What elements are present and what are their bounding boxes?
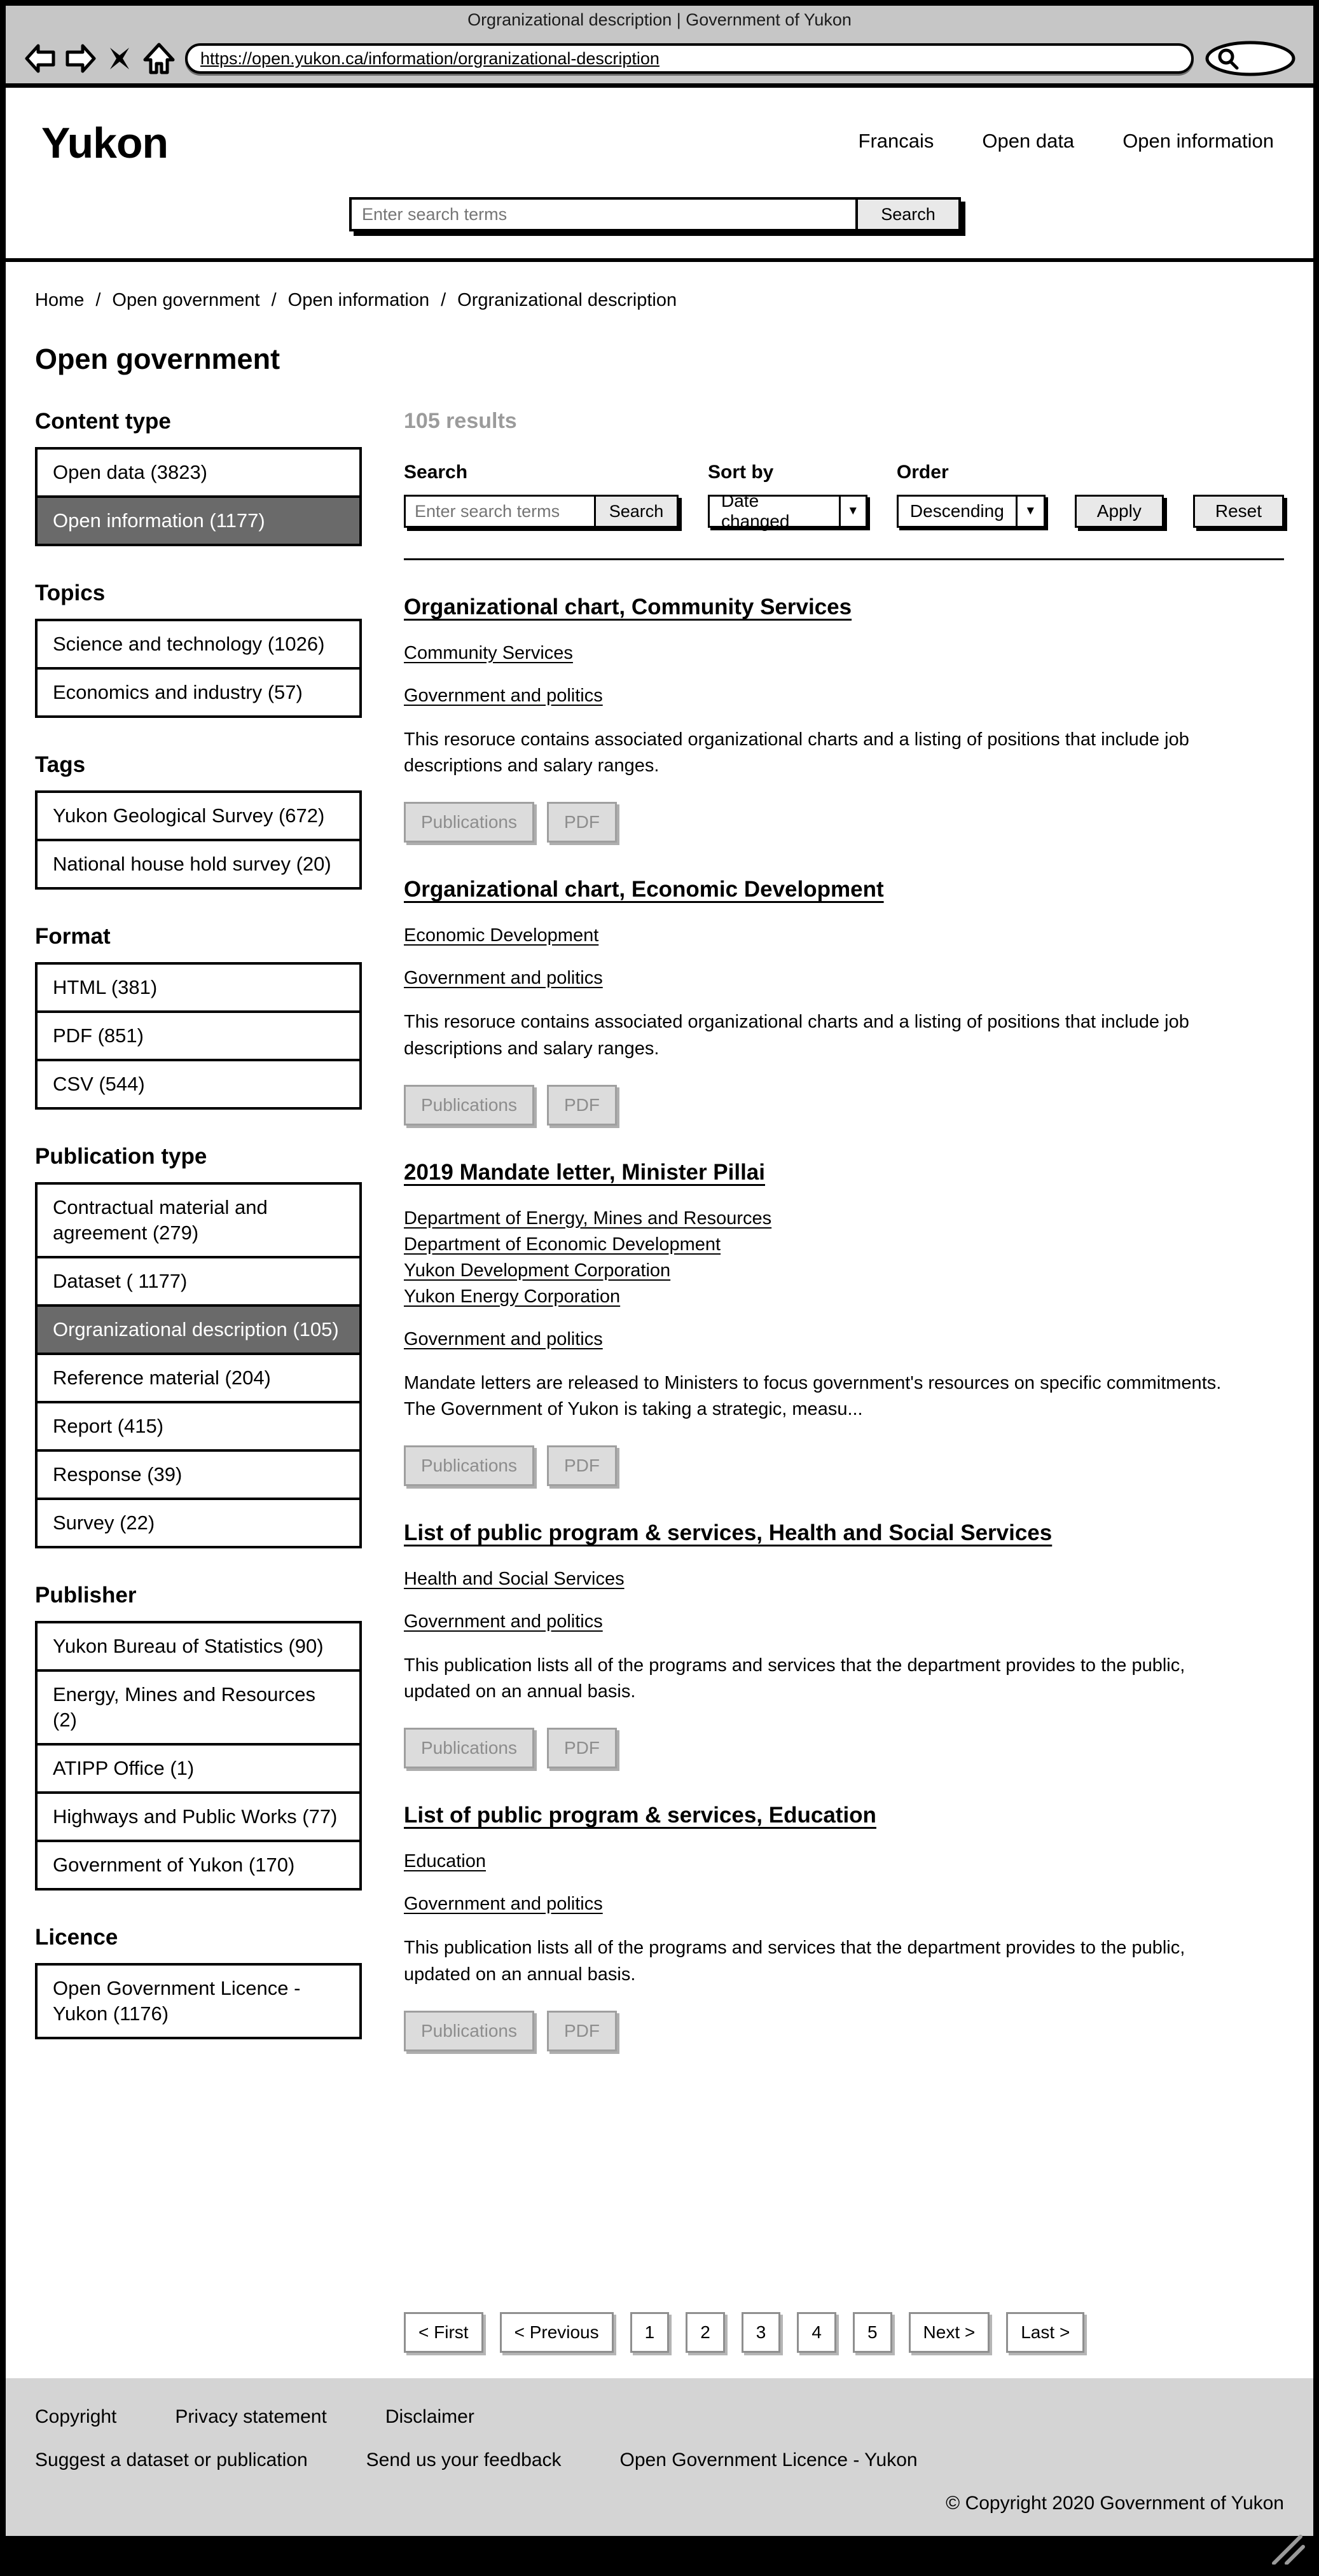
results-count: 105 results: [404, 409, 517, 433]
facet-title: Publication type: [35, 1144, 207, 1169]
result-buttons: [404, 2011, 1284, 2051]
pagination-page-4[interactable]: 4: [797, 2312, 836, 2353]
site-footer: [6, 2378, 1313, 2536]
breadcrumb-open-government[interactable]: Open government: [112, 290, 260, 310]
header-divider: [6, 258, 1313, 262]
results-divider: [404, 558, 1284, 560]
chevron-down-icon[interactable]: ▼: [839, 497, 866, 526]
publications-button[interactable]: Publications: [404, 1445, 534, 1486]
result-links: [404, 1849, 1284, 1875]
pagination-page-1[interactable]: 1: [630, 2312, 670, 2353]
result-department-link[interactable]: Community Services: [404, 643, 573, 663]
facet-organizational-description[interactable]: Orgranizational description (105): [35, 1304, 362, 1355]
facet-open-government-licence[interactable]: Open Government Licence - Yukon (1176): [35, 1963, 362, 2039]
facet-section-publication-type: [35, 1144, 362, 1548]
pagination-last[interactable]: Last >: [1006, 2312, 1084, 2353]
address-bar[interactable]: [185, 43, 1194, 74]
facet-section-topics: [35, 581, 362, 718]
facet-science-technology[interactable]: Science and technology (1026): [35, 619, 362, 670]
results-search: [404, 495, 679, 528]
facet-yukon-bureau-statistics[interactable]: Yukon Bureau of Statistics (90): [35, 1621, 362, 1672]
breadcrumb-open-information[interactable]: Open information: [287, 290, 430, 310]
result-topic: [404, 968, 1284, 989]
result-title[interactable]: Organizational chart, Economic Development: [404, 877, 884, 902]
facet-section-content-type: [35, 409, 362, 546]
footer-link-licence[interactable]: Open Government Licence - Yukon: [619, 2449, 918, 2470]
pagination-first[interactable]: < First: [404, 2312, 483, 2353]
result-topic: [404, 1894, 1284, 1915]
site-search-input[interactable]: [349, 197, 858, 231]
facet-survey[interactable]: Survey (22): [35, 1498, 362, 1548]
facet-report[interactable]: Report (415): [35, 1401, 362, 1452]
site-nav: [859, 130, 1274, 153]
result-department-link[interactable]: Department of Economic Development: [404, 1234, 721, 1255]
result-department-link[interactable]: Yukon Energy Corporation: [404, 1286, 621, 1307]
footer-row-1: [35, 2406, 1284, 2428]
footer-copyright-text: © Copyright 2020 Government of Yukon: [946, 2493, 1284, 2514]
result-links: [404, 640, 1284, 666]
window-bottom-bar: [6, 2536, 1313, 2570]
result-description: This resoruce contains associated organizational charts and a listing of positions that include job descriptions and salary ranges.: [404, 1012, 1189, 1059]
result-topic: [404, 1329, 1284, 1350]
facet-section-licence: [35, 1925, 362, 2039]
home-icon[interactable]: [139, 39, 179, 78]
browser-title: Orgranizational description | Government of Yukon: [467, 10, 852, 29]
footer-link-copyright[interactable]: Copyright: [35, 2406, 117, 2427]
result-department-link[interactable]: Health and Social Services: [404, 1569, 625, 1590]
stop-icon[interactable]: [100, 39, 139, 78]
facet-open-information[interactable]: Open information (1177): [35, 495, 362, 546]
pagination: [404, 2268, 1284, 2378]
order-value: Descending: [909, 501, 1004, 521]
result-title[interactable]: 2019 Mandate letter, Minister Pillai: [404, 1159, 765, 1185]
results-search-button[interactable]: Search: [596, 495, 679, 528]
breadcrumb-separator: /: [441, 290, 446, 310]
page-body: [6, 88, 1313, 2378]
publications-button[interactable]: Publications: [404, 2011, 534, 2051]
result-title[interactable]: List of public program & services, Health and Social Services: [404, 1520, 1053, 1546]
result-department-link[interactable]: Education: [404, 1851, 486, 1872]
pagination-previous[interactable]: < Previous: [500, 2312, 614, 2353]
result-topic-link[interactable]: Government and politics: [404, 1894, 603, 1915]
publications-button[interactable]: Publications: [404, 1085, 534, 1126]
result-description: This publication lists all of the programs and services that the department provides to the public, updated on an annual basis.: [404, 1655, 1185, 1702]
footer-link-feedback[interactable]: Send us your feedback: [366, 2449, 562, 2470]
pdf-button[interactable]: PDF: [547, 802, 617, 843]
breadcrumb-separator: /: [95, 290, 101, 310]
result-buttons: [404, 1728, 1284, 1768]
facet-title: Format: [35, 924, 111, 949]
facet-title: Content type: [35, 409, 171, 434]
result-item: [404, 1803, 1284, 2051]
yukon-logo[interactable]: Yukon: [41, 119, 169, 167]
pagination-next[interactable]: Next >: [909, 2312, 990, 2353]
facet-atipp-office[interactable]: ATIPP Office (1): [35, 1743, 362, 1794]
footer-link-suggest-dataset[interactable]: Suggest a dataset or publication: [35, 2449, 308, 2470]
result-topic: [404, 1611, 1284, 1632]
page-title: Open government: [35, 343, 280, 375]
facet-dataset[interactable]: Dataset ( 1177): [35, 1256, 362, 1307]
results-main: [404, 409, 1284, 2378]
nav-item-open-data[interactable]: Open data: [982, 130, 1075, 152]
facet-csv[interactable]: CSV (544): [35, 1059, 362, 1110]
result-item: [404, 877, 1284, 1125]
result-department-link[interactable]: Department of Energy, Mines and Resources: [404, 1208, 772, 1229]
pdf-button[interactable]: PDF: [547, 2011, 617, 2051]
site-search-button[interactable]: Search: [858, 197, 961, 231]
filter-search-label: Search: [404, 462, 468, 483]
sort-by-select[interactable]: [708, 491, 867, 531]
footer-row-2: [35, 2449, 1284, 2471]
facet-highways-public-works[interactable]: Highways and Public Works (77): [35, 1791, 362, 1842]
result-title[interactable]: List of public program & services, Education: [404, 1803, 876, 1828]
result-topic: [404, 685, 1284, 706]
publications-button[interactable]: Publications: [404, 802, 534, 843]
chevron-down-icon[interactable]: ▼: [1016, 497, 1044, 526]
facet-title: Topics: [35, 581, 106, 605]
filter-search-group: [404, 462, 679, 528]
result-item: [404, 1520, 1284, 1768]
result-links: [404, 1206, 1284, 1310]
browser-toolbar: [6, 34, 1313, 83]
apply-button[interactable]: Apply: [1075, 495, 1164, 528]
filter-order-group: [897, 462, 1046, 528]
facet-yukon-geological-survey[interactable]: Yukon Geological Survey (672): [35, 790, 362, 841]
result-topic-link[interactable]: Government and politics: [404, 968, 603, 989]
facet-pdf[interactable]: PDF (851): [35, 1010, 362, 1061]
facet-section-tags: [35, 752, 362, 890]
result-item: [404, 1160, 1284, 1486]
result-links: [404, 1566, 1284, 1592]
order-select[interactable]: [897, 495, 1046, 528]
result-department-link[interactable]: Economic Development: [404, 925, 599, 946]
chrome-divider: [6, 83, 1313, 88]
sort-by-value: Date changed: [721, 491, 790, 531]
footer-link-privacy[interactable]: Privacy statement: [175, 2406, 327, 2427]
site-search: [349, 197, 961, 231]
pagination-page-5[interactable]: 5: [853, 2312, 892, 2353]
breadcrumb-current: Orgranizational description: [457, 290, 677, 310]
filter-sort-label: Sort by: [708, 462, 774, 483]
facet-reference-material[interactable]: Reference material (204): [35, 1353, 362, 1403]
facet-title: Tags: [35, 752, 86, 777]
forward-icon[interactable]: [60, 39, 100, 78]
facet-open-data[interactable]: Open data (3823): [35, 447, 362, 498]
filter-order-label: Order: [896, 462, 949, 483]
pdf-button[interactable]: PDF: [547, 1728, 617, 1768]
filter-sort-group: [708, 462, 867, 531]
resize-grip-icon[interactable]: [1269, 2534, 1306, 2568]
facet-section-publisher: [35, 1583, 362, 1891]
nav-item-francais[interactable]: Francais: [858, 130, 934, 152]
breadcrumb-separator: /: [271, 290, 277, 310]
result-topic-link[interactable]: Government and politics: [404, 1611, 603, 1632]
result-item: [404, 595, 1284, 843]
result-links: [404, 923, 1284, 949]
facet-economics-industry[interactable]: Economics and industry (57): [35, 667, 362, 718]
pdf-button[interactable]: PDF: [547, 1085, 617, 1126]
result-title[interactable]: Organizational chart, Community Services: [404, 595, 852, 619]
facet-government-of-yukon[interactable]: Government of Yukon (170): [35, 1840, 362, 1891]
facet-response[interactable]: Response (39): [35, 1449, 362, 1500]
facet-title: Licence: [35, 1925, 118, 1950]
content-columns: [35, 409, 1284, 2378]
result-topic-link[interactable]: Government and politics: [404, 685, 603, 706]
publications-button[interactable]: Publications: [404, 1728, 534, 1768]
results-search-input[interactable]: [404, 495, 596, 528]
breadcrumb-home[interactable]: Home: [35, 290, 85, 310]
facet-html[interactable]: HTML (381): [35, 962, 362, 1013]
pagination-page-3[interactable]: 3: [742, 2312, 781, 2353]
result-buttons: [404, 1085, 1284, 1126]
result-description: This resoruce contains associated organizational charts and a listing of positions that include job descriptions and salary ranges.: [404, 729, 1189, 776]
result-buttons: [404, 1445, 1284, 1486]
facet-title: Publisher: [35, 1583, 137, 1608]
url-search-icon[interactable]: [1203, 39, 1298, 78]
result-buttons: [404, 802, 1284, 843]
url-text: https://open.yukon.ca/information/orgranizational-description: [200, 48, 660, 68]
facet-sidebar: [35, 409, 362, 2378]
results-filter-row: [404, 462, 1284, 531]
back-icon[interactable]: [21, 39, 60, 78]
result-description: Mandate letters are released to Ministers to focus government's resources on specific commitments. The Government of Yukon is taking a strategic, measu...: [404, 1372, 1222, 1419]
site-header: [35, 88, 1284, 258]
result-department-link[interactable]: Yukon Development Corporation: [404, 1260, 671, 1281]
pagination-page-2[interactable]: 2: [686, 2312, 725, 2353]
facet-contractual-material[interactable]: Contractual material and agreement (279): [35, 1182, 362, 1258]
facet-national-household-survey[interactable]: National house hold survey (20): [35, 839, 362, 890]
facet-section-format: [35, 924, 362, 1110]
facet-energy-mines-resources[interactable]: Energy, Mines and Resources (2): [35, 1669, 362, 1746]
browser-titlebar: [6, 6, 1313, 34]
breadcrumb: [35, 290, 1284, 311]
pdf-button[interactable]: PDF: [547, 1445, 617, 1486]
nav-item-open-information[interactable]: Open information: [1122, 130, 1274, 152]
reset-button[interactable]: Reset: [1193, 495, 1284, 528]
result-description: This publication lists all of the programs and services that the department provides to the public, updated on an annual basis.: [404, 1938, 1185, 1985]
result-topic-link[interactable]: Government and politics: [404, 1328, 603, 1349]
footer-link-disclaimer[interactable]: Disclaimer: [385, 2406, 474, 2427]
